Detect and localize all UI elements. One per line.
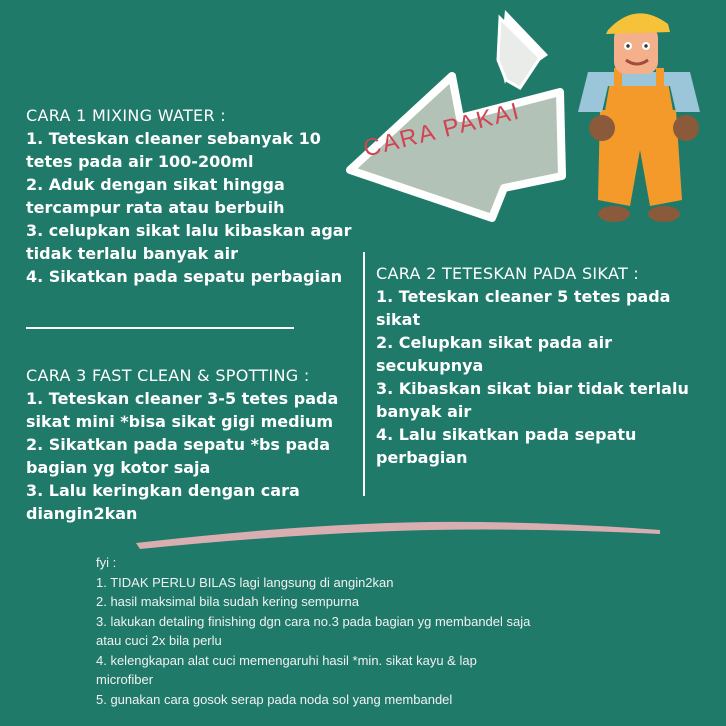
method-1-line: 1. Teteskan cleaner sebanyak 10	[26, 129, 321, 148]
method-2-line: 4. Lalu sikatkan pada sepatu	[376, 425, 637, 444]
method-2-line: banyak air	[376, 402, 472, 421]
method-1-line: 2. Aduk dengan sikat hingga	[26, 175, 285, 194]
fyi-line: microfiber	[96, 672, 154, 687]
method-3-line: 1. Teteskan cleaner 3-5 tetes pada	[26, 389, 339, 408]
fyi-notes	[96, 553, 656, 709]
method-2-heading: CARA 2 TETESKAN PADA SIKAT :	[376, 264, 640, 283]
fyi-title: fyi :	[96, 555, 117, 570]
method-1-line: 4. Sikatkan pada sepatu perbagian	[26, 267, 343, 286]
method-2-line: 2. Celupkan sikat pada air	[376, 333, 613, 352]
method-3-line: bagian yg kotor saja	[26, 458, 211, 477]
method-3-line: 3. Lalu keringkan dengan cara	[26, 481, 300, 500]
fyi-line: 3. lakukan detaling finishing dgn cara no.3 pada bagian yg membandel saja	[96, 613, 531, 629]
method-3-heading: CARA 3 FAST CLEAN & SPOTTING :	[26, 366, 310, 385]
method-3-line: 2. Sikatkan pada sepatu *bs pada	[26, 435, 330, 454]
fyi-line: 1. TIDAK PERLU BILAS lagi langsung di angin2kan	[96, 574, 394, 590]
method-2-line: sikat	[376, 310, 421, 329]
method-3-line: diangin2kan	[26, 504, 138, 523]
method-2-line: 3. Kibaskan sikat biar tidak terlalu	[376, 379, 689, 398]
fyi-line: atau cuci 2x bila perlu	[96, 633, 222, 648]
method-1-line: tidak terlalu banyak air	[26, 244, 238, 263]
fyi-line: 2. hasil maksimal bila sudah kering sempurna	[96, 594, 360, 609]
method-3-line: sikat mini *bisa sikat gigi medium	[26, 412, 334, 431]
cara-pakai-label: CARA PAKAI	[360, 97, 524, 163]
method-1-line: tercampur rata atau berbuih	[26, 198, 285, 217]
method-1-line: 3. celupkan sikat lalu kibaskan agar	[26, 221, 352, 240]
fyi-line: 4. kelengkapan alat cuci memengaruhi hasil *min. sikat kayu & lap	[96, 652, 477, 668]
fyi-line: 5. gunakan cara gosok serap pada noda sol yang membandel	[96, 691, 453, 707]
method-1-heading: CARA 1 MIXING WATER :	[26, 106, 226, 125]
method-2-line: perbagian	[376, 448, 468, 467]
method-2-line: 1. Teteskan cleaner 5 tetes pada	[376, 287, 671, 306]
method-2-line: secukupnya	[376, 356, 484, 375]
method-1-line: tetes pada air 100-200ml	[26, 152, 254, 171]
